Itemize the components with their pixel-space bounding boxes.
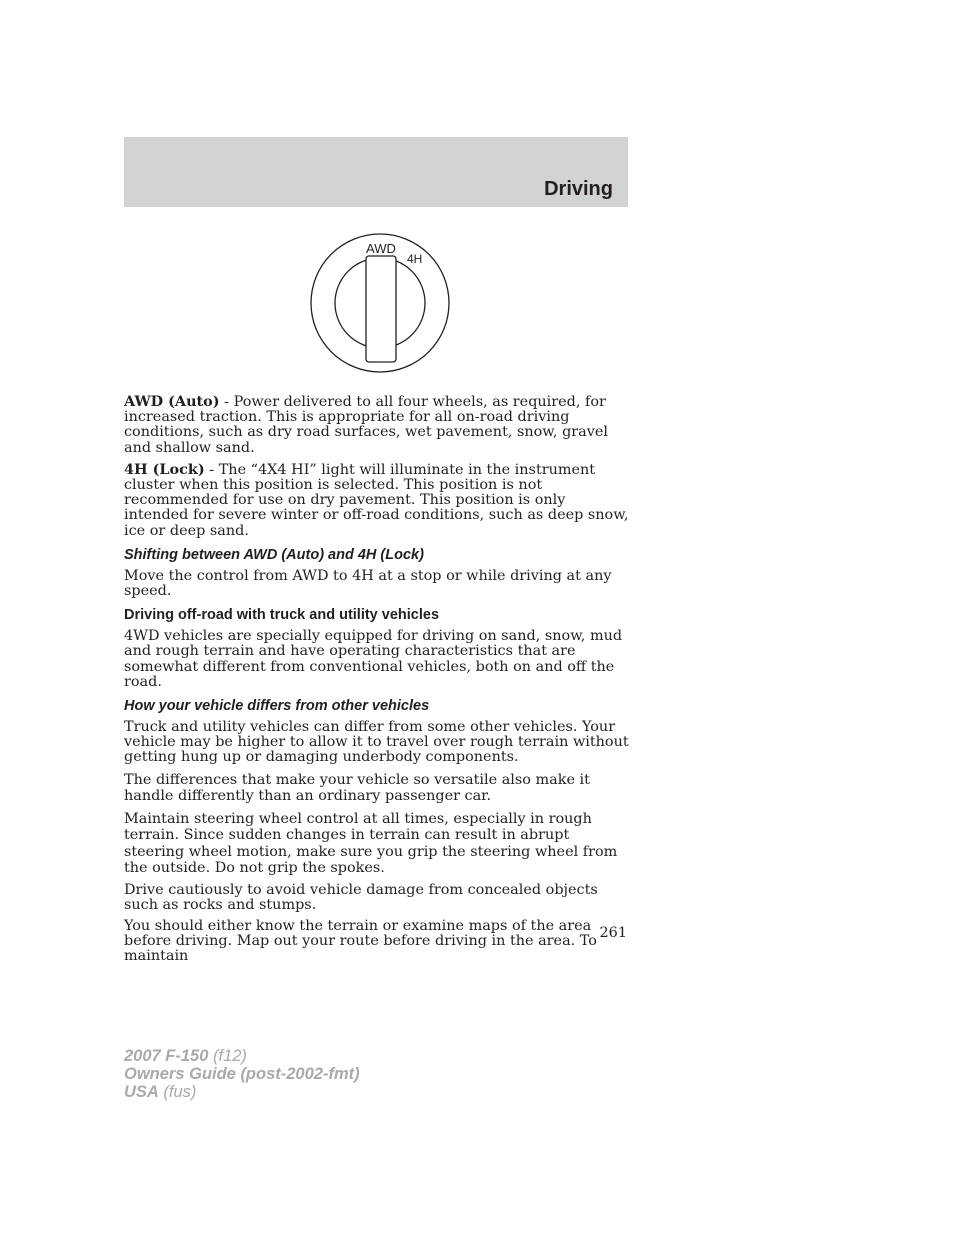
footer-model: 2007 F-150 <box>124 1047 209 1065</box>
4h-lock-text: - The “4X4 HI” light will illuminate in the instrument cluster when this position is selected. This position is not recommended for use on dry pavement. This position is only intended for severe winter or off-road conditions, such as deep snow, ice or deep sand. <box>124 461 629 539</box>
4h-lock-paragraph <box>124 462 629 539</box>
awd-auto-term: AWD (Auto) <box>124 393 220 410</box>
differs-paragraph-5: You should either know the terrain or examine maps of the area before driving. Map out your route before driving in the area. To maintain <box>124 918 597 965</box>
section-header-bar <box>124 137 628 207</box>
differs-paragraph-2: The differences that make your vehicle so versatile also make it handle differently than an ordinary passenger car. <box>124 771 590 805</box>
differs-paragraph-4: Drive cautiously to avoid vehicle damage from concealed objects such as rocks and stumps. <box>124 881 598 913</box>
footer-line-2 <box>124 1065 360 1083</box>
differs-heading: How your vehicle differs from other vehicles <box>124 698 430 715</box>
differs-paragraph-3: Maintain steering wheel control at all times, especially in rough terrain. Since sudden changes in terrain can result in abrupt steering wheel motion, make sure you grip the steering wheel from the outside. Do not grip the spokes. <box>124 810 618 877</box>
shifting-heading: Shifting between AWD (Auto) and 4H (Lock) <box>124 546 424 563</box>
footer-line-3 <box>124 1083 360 1101</box>
footer-market-code: (fus) <box>158 1083 197 1101</box>
offroad-heading: Driving off-road with truck and utility vehicles <box>124 607 440 624</box>
page-number: 261 <box>599 925 627 941</box>
awd-auto-paragraph <box>124 394 629 456</box>
footer-market: USA <box>124 1083 159 1101</box>
page-body <box>124 394 629 971</box>
4h-lock-term: 4H (Lock) <box>124 460 205 478</box>
section-title: Driving <box>544 178 613 200</box>
dial-knob-grip <box>366 256 396 362</box>
awd-auto-text: - Power delivered to all four wheels, as required, for increased traction. This is appropriate for all on-road driving conditions, such as dry road surfaces, wet pavement, snow, gravel and shallow sand. <box>124 394 608 456</box>
offroad-paragraph: 4WD vehicles are specially equipped for driving on sand, snow, mud and rough terrain and have operating characteristics that are somewhat different from conventional vehicles, both on and off the road. <box>124 628 623 690</box>
dial-label-4h: 4H <box>407 252 423 266</box>
document-footer <box>124 1047 360 1101</box>
dial-label-awd: AWD <box>366 241 396 256</box>
footer-line-1 <box>124 1047 360 1065</box>
differs-paragraph-1: Truck and utility vehicles can differ from some other vehicles. Your vehicle may be higher to allow it to travel over rough terrain without getting hung up or damaging underbody components. <box>124 719 629 766</box>
footer-guide: Owners Guide (post-2002-fmt) <box>124 1065 360 1083</box>
footer-model-code: (f12) <box>208 1047 247 1065</box>
awd-4h-selector-dial-illustration <box>308 231 452 375</box>
shifting-paragraph: Move the control from AWD to 4H at a stop or while driving at any speed. <box>124 567 612 600</box>
